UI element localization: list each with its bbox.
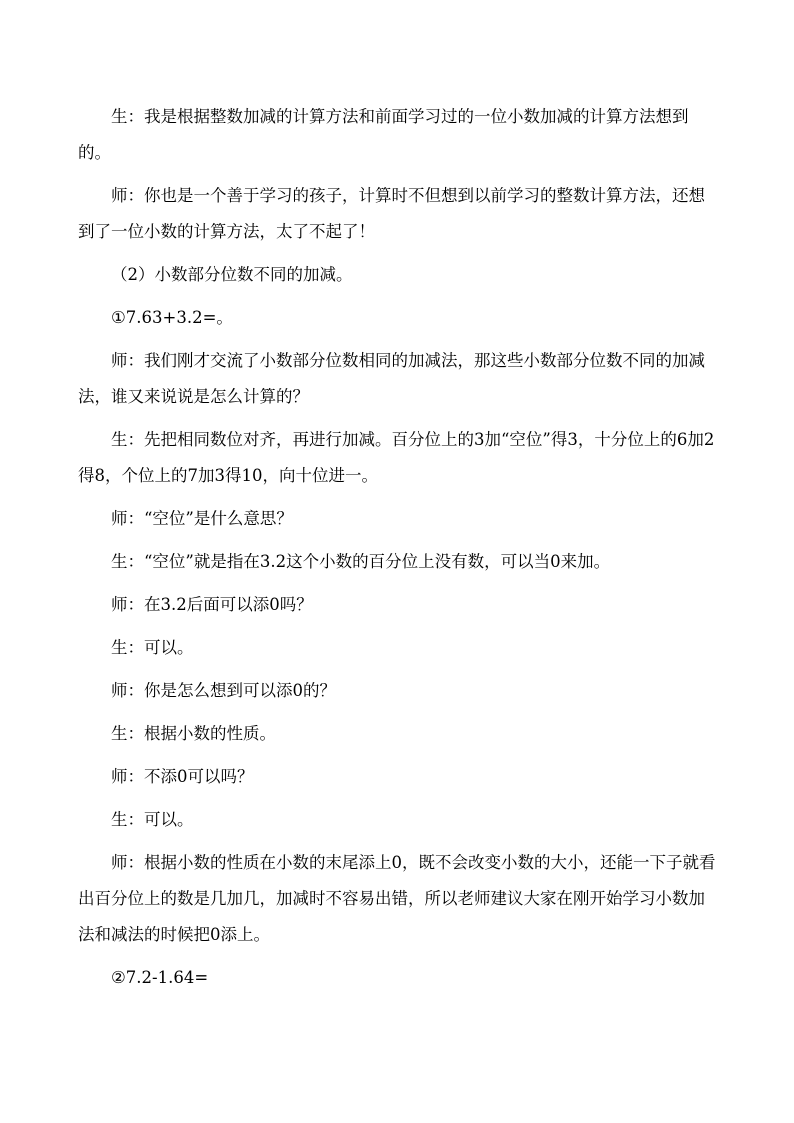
paragraph-teacher-question-3: 师：在3.2后面可以添0吗？ bbox=[111, 595, 313, 614]
paragraph-section-heading: （2）小数部分位数不同的加减。 bbox=[111, 265, 353, 284]
paragraph-teacher-praise: 师：你也是一个善于学习的孩子，计算时不但想到以前学习的整数计算方法，还想到了一位小数的计算方法，太了不起了！ bbox=[78, 186, 705, 241]
paragraph-student-answer-6: 生：可以。 bbox=[111, 810, 194, 829]
document-body bbox=[78, 99, 721, 1003]
paragraph-teacher-question-5: 师：不添0可以吗？ bbox=[111, 767, 254, 786]
paragraph-teacher-question-2: 师：“空位”是什么意思？ bbox=[111, 509, 293, 528]
paragraph-student-answer-5: 生：根据小数的性质。 bbox=[111, 724, 276, 743]
paragraph-teacher-question-1: 师：我们刚才交流了小数部分位数相同的加减法，那这些小数部分位数不同的加减法，谁又来说说是怎么计算的？ bbox=[78, 351, 705, 406]
paragraph-equation-2: ②7.2-1.64= bbox=[111, 968, 209, 987]
paragraph-student-answer-4: 生：可以。 bbox=[111, 638, 194, 657]
paragraph-student-answer-1: 生：我是根据整数加减的计算方法和前面学习过的一位小数加减的计算方法想到的。 bbox=[78, 107, 689, 162]
paragraph-student-answer-2: 生：先把相同数位对齐，再进行加减。百分位上的3加“空位”得3，十分位上的6加2得8，个位上的7加3得10，向十位进一。 bbox=[78, 430, 715, 485]
paragraph-student-answer-3: 生：“空位”就是指在3.2这个小数的百分位上没有数，可以当0来加。 bbox=[111, 552, 611, 571]
paragraph-equation-1: ①7.63+3.2=。 bbox=[111, 308, 233, 327]
paragraph-teacher-summary: 师：根据小数的性质在小数的末尾添上0，既不会改变小数的大小，还能一下子就看出百分位上的数是几加几，加减时不容易出错，所以老师建议大家在刚开始学习小数加法和减法的时候把0添上。 bbox=[78, 853, 716, 944]
paragraph-teacher-question-4: 师：你是怎么想到可以添0的？ bbox=[111, 681, 336, 700]
